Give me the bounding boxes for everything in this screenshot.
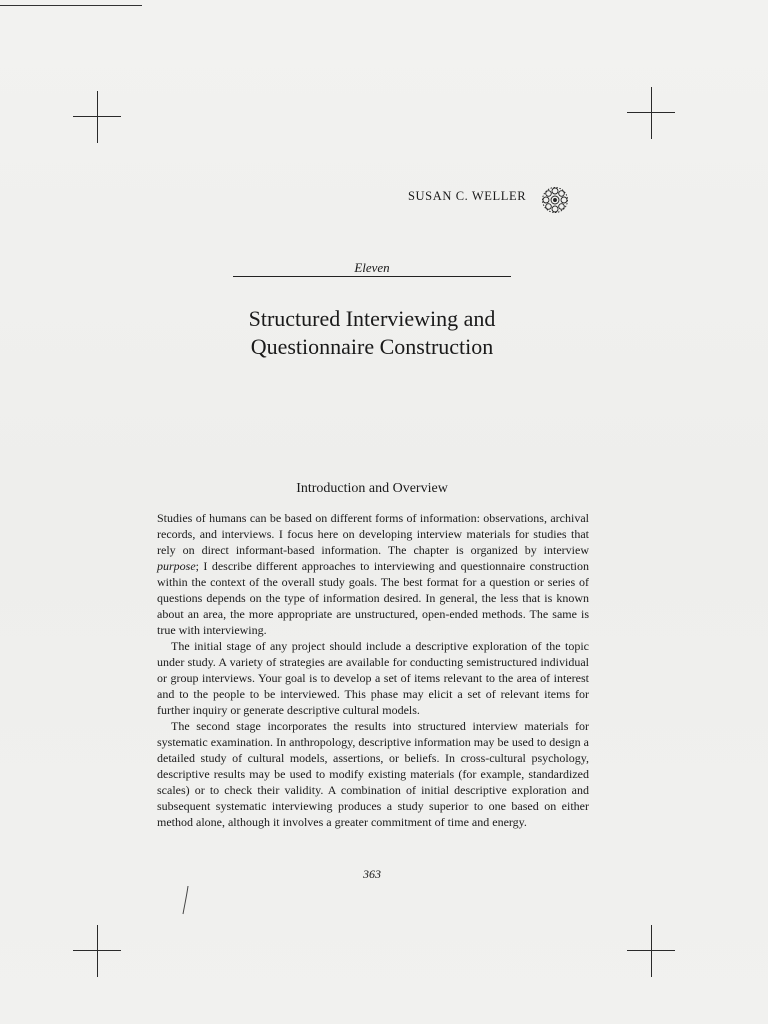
page-number: 363	[363, 867, 381, 881]
chapter-rule	[233, 276, 511, 277]
running-header	[400, 185, 580, 215]
top-edge-rule	[0, 5, 142, 6]
pencil-mark	[180, 885, 192, 915]
crop-mark-bottom-right	[627, 925, 675, 977]
chapter-number: Eleven	[354, 260, 390, 275]
body-text	[157, 510, 589, 830]
author-name: SUSAN C. WELLER	[408, 189, 527, 203]
crop-mark-bottom-left	[73, 925, 121, 977]
chapter-title-line-2: Questionnaire Construction	[250, 334, 494, 359]
paragraph-2: The initial stage of any project should include a descriptive exploration of the topic under study. A variety of strategies are available for conducting semistructured individual or group interviews. Your goal is to develop a set of items relevant to the area of interest and to the people to be interviewed. This phase may elicit a set of relevant items for further inquiry or generate descriptive cultural models.	[157, 639, 589, 717]
paragraph-3: The second stage incorporates the results into structured interview materials for systematic examination. In anthropology, descriptive information may be used to design a detailed study of cultural models, assertions, or beliefs. In cross-cultural psychology, descriptive results may be used to modify existing materials (for example, standardized scales) or to check their validity. A combination of initial descriptive exploration and subsequent systematic interviewing produces a study superior to one based on either method alone, although it involves a greater commitment of time and energy.	[157, 719, 589, 829]
crop-mark-top-left	[73, 91, 121, 143]
chapter-title-line-1: Structured Interviewing and	[248, 306, 496, 331]
crop-mark-top-right	[627, 87, 675, 139]
floral-ornament-icon	[540, 185, 570, 215]
section-heading: Introduction and Overview	[296, 481, 448, 496]
emphasis-purpose: purpose	[157, 559, 196, 573]
paragraph-1: Studies of humans can be based on different forms of information: observations, archival records, and interviews. I focus here on developing interview materials for studies that rely on direct informant-based information. The chapter is organized by interview purpose; I describe different approaches to interviewing and questionnaire construction within the context of the overall study goals. The best format for a question or series of questions depends on the type of information desired. In general, the less that is known about an area, the more appropriate are unstructured, open-ended methods. The same is true with interviewing.	[157, 511, 589, 637]
chapter-title	[200, 305, 544, 361]
